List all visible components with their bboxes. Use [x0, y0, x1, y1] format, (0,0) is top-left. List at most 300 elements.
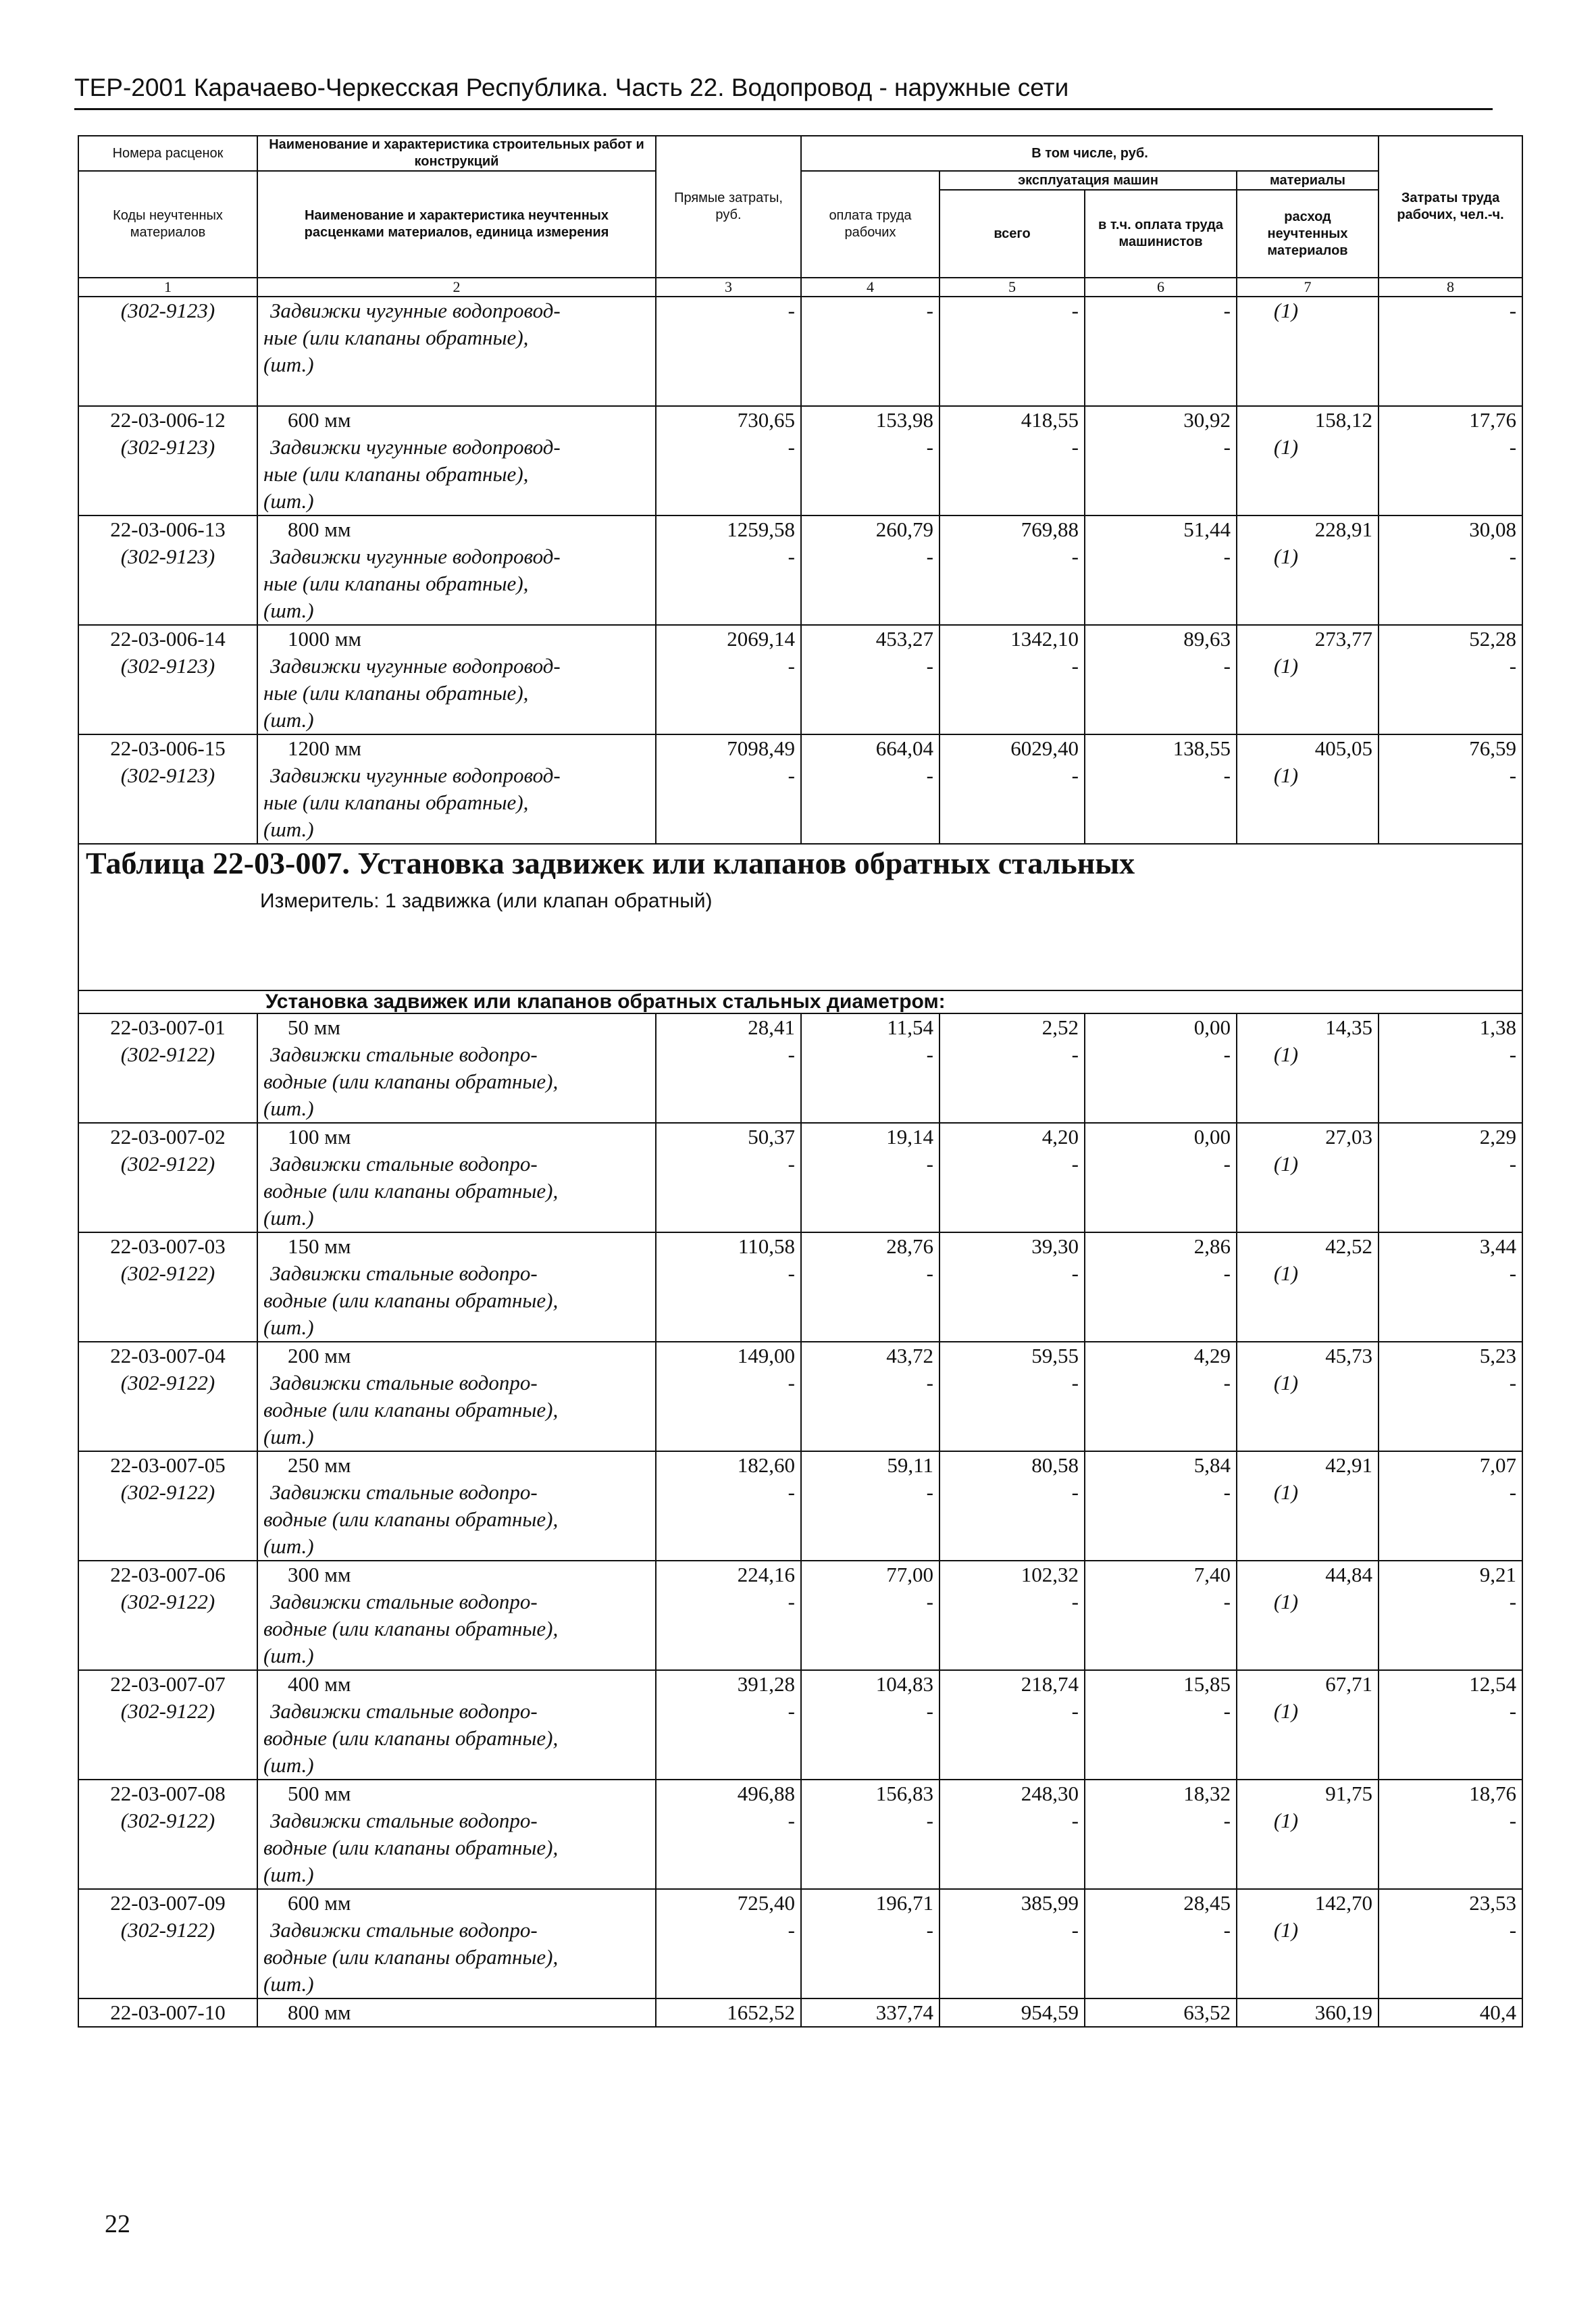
- value-cell-operator-pay: [1085, 1670, 1237, 1780]
- header-operator-pay: в т.ч. оплата труда машинистов: [1085, 190, 1237, 278]
- placeholder-materials: (1): [1273, 435, 1299, 459]
- placeholder-labor-pay: -: [926, 1042, 933, 1066]
- material-name-line: водные (или клапаны обратные),: [263, 1288, 559, 1312]
- value-machines-total: 6029,40: [1010, 736, 1079, 760]
- material-name-line: водные (или клапаны обратные),: [263, 1945, 559, 1969]
- value-labor-pay: 664,04: [875, 736, 933, 760]
- value-labor-pay: 104,83: [875, 1672, 933, 1696]
- material-code: (302-9122): [120, 1261, 215, 1285]
- material-name-line: ные (или клапаны обратные),: [263, 790, 529, 814]
- rate-code: 22-03-006-15: [110, 736, 226, 760]
- value-labor: 3,44: [1479, 1234, 1517, 1258]
- material-name-line: (шт.): [263, 1206, 314, 1230]
- placeholder-operator-pay: -: [1223, 435, 1231, 459]
- work-name-cell: [257, 1013, 656, 1123]
- value-cell-materials: [1237, 625, 1379, 734]
- placeholder-labor: -: [1509, 1042, 1517, 1066]
- value-cell-machines-total: [939, 625, 1085, 734]
- work-name-cell: [257, 297, 656, 406]
- value-cell-operator-pay: [1085, 1232, 1237, 1342]
- material-name-line: Задвижки стальные водопро-: [270, 1480, 538, 1504]
- value-cell-labor: [1379, 1889, 1522, 1998]
- rate-code: 22-03-007-04: [110, 1344, 226, 1367]
- value-cell-labor: [1379, 1451, 1522, 1561]
- placeholder-labor: -: [1509, 1371, 1517, 1394]
- rate-code-cell: [78, 1998, 257, 2027]
- placeholder-labor: -: [1509, 1480, 1517, 1504]
- value-materials: 14,35: [1325, 1015, 1373, 1039]
- value-cell-materials: [1237, 515, 1379, 625]
- value-cell-machines-total: [939, 1670, 1085, 1780]
- placeholder-operator-pay: -: [1223, 1699, 1231, 1723]
- material-code: (302-9123): [120, 545, 215, 568]
- placeholder-direct: -: [788, 1590, 795, 1613]
- value-cell-machines-total: [939, 406, 1085, 515]
- material-name-line: водные (или клапаны обратные),: [263, 1507, 559, 1531]
- value-cell-labor: [1379, 297, 1522, 406]
- value-machines-total: 954,59: [1021, 2001, 1079, 2024]
- value-cell-labor-pay: [801, 1561, 939, 1670]
- value-operator-pay: 28,45: [1183, 1891, 1231, 1915]
- material-code: (302-9122): [120, 1371, 215, 1394]
- value-cell-labor-pay: [801, 1342, 939, 1451]
- value-cell-labor-pay: [801, 1998, 939, 2027]
- placeholder-materials: (1): [1273, 1590, 1299, 1613]
- placeholder-operator-pay: -: [1223, 763, 1231, 787]
- value-cell-machines-total: [939, 1998, 1085, 2027]
- value-cell-labor: [1379, 1561, 1522, 1670]
- value-cell-machines-total: [939, 1342, 1085, 1451]
- table-row: [78, 1670, 1522, 1780]
- placeholder-operator-pay: -: [1223, 1480, 1231, 1504]
- work-name-cell: [257, 1998, 656, 2027]
- material-name-line: Задвижки стальные водопро-: [270, 1152, 538, 1176]
- material-code: (302-9123): [120, 299, 215, 322]
- placeholder-machines-total: -: [1071, 1042, 1079, 1066]
- material-name-line: Задвижки чугунные водопровод-: [270, 299, 561, 322]
- placeholder-labor: -: [1509, 1918, 1517, 1942]
- value-cell-materials: [1237, 1780, 1379, 1889]
- value-cell-labor-pay: [801, 1232, 939, 1342]
- material-name-line: водные (или клапаны обратные),: [263, 1617, 559, 1640]
- placeholder-operator-pay: -: [1223, 1261, 1231, 1285]
- value-cell-machines-total: [939, 297, 1085, 406]
- value-cell-direct: [656, 1232, 801, 1342]
- column-number: 5: [939, 278, 1085, 297]
- value-machines-total: 59,55: [1031, 1344, 1079, 1367]
- material-name-line: Задвижки стальные водопро-: [270, 1590, 538, 1613]
- placeholder-materials: (1): [1273, 1809, 1299, 1832]
- value-cell-direct: [656, 625, 801, 734]
- material-name-line: (шт.): [263, 818, 314, 841]
- work-name-cell: [257, 1889, 656, 1998]
- placeholder-direct: -: [788, 763, 795, 787]
- table-row: [78, 1889, 1522, 1998]
- placeholder-direct: -: [788, 1809, 795, 1832]
- material-name-line: Задвижки стальные водопро-: [270, 1809, 538, 1832]
- work-name-cell: [257, 625, 656, 734]
- rate-code-cell: [78, 734, 257, 844]
- placeholder-labor: -: [1509, 1261, 1517, 1285]
- diameter: 300 мм: [288, 1563, 351, 1586]
- placeholder-materials: (1): [1273, 1918, 1299, 1942]
- value-materials: 42,52: [1325, 1234, 1373, 1258]
- value-operator-pay: 18,32: [1183, 1782, 1231, 1805]
- value-cell-labor: [1379, 1123, 1522, 1232]
- subheader-cell: [78, 990, 1522, 1013]
- value-cell-operator-pay: [1085, 1889, 1237, 1998]
- rate-code-cell: [78, 1889, 257, 1998]
- value-cell-labor: [1379, 1670, 1522, 1780]
- value-cell-labor-pay: [801, 515, 939, 625]
- placeholder-direct: -: [788, 1261, 795, 1285]
- page-header: ТЕР-2001 Карачаево-Черкесская Республика. Часть 22. Водопровод - наружные сети: [74, 74, 1069, 101]
- value-cell-labor: [1379, 515, 1522, 625]
- material-name-line: (шт.): [263, 708, 314, 732]
- material-name-line: Задвижки стальные водопро-: [270, 1042, 538, 1066]
- material-code: (302-9122): [120, 1590, 215, 1613]
- rate-code: 22-03-007-08: [110, 1782, 226, 1805]
- diameter: 600 мм: [288, 408, 351, 432]
- placeholder-materials: (1): [1273, 545, 1299, 568]
- diameter: 100 мм: [288, 1125, 351, 1149]
- value-operator-pay: 0,00: [1193, 1125, 1231, 1149]
- material-name-line: (шт.): [263, 1753, 314, 1777]
- value-materials: 45,73: [1325, 1344, 1373, 1367]
- rate-code: 22-03-007-01: [110, 1015, 226, 1039]
- placeholder-materials: (1): [1273, 1699, 1299, 1723]
- work-name-cell: [257, 406, 656, 515]
- placeholder-materials: (1): [1273, 1152, 1299, 1176]
- value-labor-pay: 19,14: [886, 1125, 933, 1149]
- value-materials: 27,03: [1325, 1125, 1373, 1149]
- work-name-cell: [257, 1451, 656, 1561]
- table-row: [78, 1013, 1522, 1123]
- material-name-line: ные (или клапаны обратные),: [263, 681, 529, 705]
- header-direct-costs: Прямые затраты, руб.: [656, 136, 801, 278]
- value-cell-operator-pay: [1085, 1342, 1237, 1451]
- header-labor-costs: Затраты труда рабочих, чел.-ч.: [1379, 136, 1522, 278]
- value-materials: 42,91: [1325, 1453, 1373, 1477]
- material-name-line: Задвижки стальные водопро-: [270, 1261, 538, 1285]
- value-operator-pay: 2,86: [1193, 1234, 1231, 1258]
- column-number: 8: [1379, 278, 1522, 297]
- placeholder-labor-pay: -: [926, 1699, 933, 1723]
- diameter: 200 мм: [288, 1344, 351, 1367]
- material-name-line: водные (или клапаны обратные),: [263, 1836, 559, 1859]
- value-cell-materials: [1237, 1670, 1379, 1780]
- value-cell-labor-pay: [801, 734, 939, 844]
- rate-code-cell: [78, 1342, 257, 1451]
- value-materials: 273,77: [1314, 627, 1373, 651]
- value-direct: 2069,14: [727, 627, 795, 651]
- column-number: 7: [1237, 278, 1379, 297]
- value-operator-pay: 51,44: [1183, 518, 1231, 541]
- material-name-line: (шт.): [263, 353, 314, 376]
- placeholder-direct: -: [788, 435, 795, 459]
- table-title-row: [78, 844, 1522, 990]
- value-labor: 2,29: [1479, 1125, 1517, 1149]
- header-machines: эксплуатация машин: [939, 171, 1237, 190]
- work-name-cell: [257, 1780, 656, 1889]
- material-name-line: ные (или клапаны обратные),: [263, 572, 529, 595]
- rate-code: 22-03-007-05: [110, 1453, 226, 1477]
- value-operator-pay: 89,63: [1183, 627, 1231, 651]
- placeholder-labor: -: [1509, 1809, 1517, 1832]
- header-material-name: Наименование и характеристика неучтенных расценками материалов, единица измерения: [257, 171, 656, 278]
- header-labor-pay: оплата труда рабочих: [801, 171, 939, 278]
- rate-code-cell: [78, 1123, 257, 1232]
- value-labor-pay: 260,79: [875, 518, 933, 541]
- value-materials: 405,05: [1314, 736, 1373, 760]
- value-cell-operator-pay: [1085, 625, 1237, 734]
- value-cell-machines-total: [939, 1451, 1085, 1561]
- value-materials: 91,75: [1325, 1782, 1373, 1805]
- value-cell-direct: [656, 515, 801, 625]
- rate-code-cell: [78, 1451, 257, 1561]
- placeholder-materials: (1): [1273, 1371, 1299, 1394]
- value-direct: 730,65: [737, 408, 795, 432]
- work-name-cell: [257, 1232, 656, 1342]
- diameter: 800 мм: [288, 518, 351, 541]
- value-cell-materials: [1237, 297, 1379, 406]
- value-direct: 1259,58: [727, 518, 795, 541]
- table-row: [78, 1232, 1522, 1342]
- placeholder-labor: -: [1509, 1152, 1517, 1176]
- material-code: (302-9122): [120, 1809, 215, 1832]
- value-labor: -: [1509, 299, 1517, 322]
- value-labor-pay: 453,27: [875, 627, 933, 651]
- value-cell-labor-pay: [801, 625, 939, 734]
- material-name-line: Задвижки стальные водопро-: [270, 1699, 538, 1723]
- value-cell-direct: [656, 1013, 801, 1123]
- material-name-line: водные (или клапаны обратные),: [263, 1070, 559, 1093]
- placeholder-direct: -: [788, 545, 795, 568]
- value-labor: 76,59: [1469, 736, 1517, 760]
- value-operator-pay: 63,52: [1183, 2001, 1231, 2024]
- material-name-line: водные (или клапаны обратные),: [263, 1179, 559, 1203]
- value-labor-pay: 28,76: [886, 1234, 933, 1258]
- value-cell-direct: [656, 1780, 801, 1889]
- value-cell-operator-pay: [1085, 1780, 1237, 1889]
- value-cell-labor: [1379, 1342, 1522, 1451]
- placeholder-machines-total: -: [1071, 1480, 1079, 1504]
- value-labor-pay: 156,83: [875, 1782, 933, 1805]
- placeholder-labor-pay: -: [926, 1261, 933, 1285]
- table-row: [78, 1780, 1522, 1889]
- placeholder-operator-pay: -: [1223, 545, 1231, 568]
- table-title: Таблица 22-03-007. Установка задвижек или клапанов обратных стальных: [86, 846, 1135, 880]
- placeholder-direct: -: [788, 1042, 795, 1066]
- value-labor: 52,28: [1469, 627, 1517, 651]
- material-name-line: (шт.): [263, 599, 314, 622]
- value-operator-pay: 7,40: [1193, 1563, 1231, 1586]
- placeholder-machines-total: -: [1071, 1809, 1079, 1832]
- placeholder-machines-total: -: [1071, 545, 1079, 568]
- material-code: (302-9123): [120, 654, 215, 678]
- diameter: 1200 мм: [288, 736, 361, 760]
- value-machines-total: 769,88: [1021, 518, 1079, 541]
- value-labor: 5,23: [1479, 1344, 1517, 1367]
- value-materials: 142,70: [1314, 1891, 1373, 1915]
- value-cell-direct: [656, 1123, 801, 1232]
- column-number: 1: [78, 278, 257, 297]
- value-cell-machines-total: [939, 1123, 1085, 1232]
- work-name-cell: [257, 1670, 656, 1780]
- work-name-cell: [257, 1561, 656, 1670]
- diameter: 50 мм: [288, 1015, 340, 1039]
- value-cell-operator-pay: [1085, 1451, 1237, 1561]
- value-direct: 725,40: [737, 1891, 795, 1915]
- value-cell-direct: [656, 1342, 801, 1451]
- rate-code: 22-03-007-07: [110, 1672, 226, 1696]
- value-cell-operator-pay: [1085, 1561, 1237, 1670]
- material-code: (302-9122): [120, 1152, 215, 1176]
- rate-code-cell: [78, 1232, 257, 1342]
- material-name-line: (шт.): [263, 489, 314, 513]
- rate-code-cell: [78, 297, 257, 406]
- material-name-line: (шт.): [263, 1315, 314, 1339]
- table-header: [78, 136, 1522, 278]
- measure-unit: Измеритель: 1 задвижка (или клапан обратный): [260, 890, 713, 912]
- column-number: 4: [801, 278, 939, 297]
- diameter: 1000 мм: [288, 627, 361, 651]
- value-cell-direct: [656, 1670, 801, 1780]
- work-name-cell: [257, 734, 656, 844]
- material-name-line: ные (или клапаны обратные),: [263, 462, 529, 486]
- value-cell-machines-total: [939, 515, 1085, 625]
- rates-table: [78, 135, 1523, 2028]
- subheader-text: Установка задвижек или клапанов обратных стальных диаметром:: [265, 990, 946, 1013]
- placeholder-materials: (1): [1273, 763, 1299, 787]
- table-row: [78, 1451, 1522, 1561]
- header-work-name: Наименование и характеристика строительных работ и конструкций: [257, 136, 656, 171]
- value-machines-total: 102,32: [1021, 1563, 1079, 1586]
- table-row: [78, 1123, 1522, 1232]
- value-materials: 158,12: [1314, 408, 1373, 432]
- value-cell-materials: [1237, 734, 1379, 844]
- table-row: [78, 734, 1522, 844]
- rate-code: 22-03-006-12: [110, 408, 226, 432]
- rate-code: 22-03-007-03: [110, 1234, 226, 1258]
- placeholder-labor-pay: -: [926, 545, 933, 568]
- value-machines-total: 385,99: [1021, 1891, 1079, 1915]
- value-labor-pay: -: [926, 299, 933, 322]
- value-labor-pay: 59,11: [887, 1453, 933, 1477]
- placeholder-direct: -: [788, 654, 795, 678]
- value-cell-direct: [656, 734, 801, 844]
- value-cell-machines-total: [939, 1232, 1085, 1342]
- value-cell-operator-pay: [1085, 1123, 1237, 1232]
- placeholder-labor-pay: -: [926, 1480, 933, 1504]
- value-operator-pay: 15,85: [1183, 1672, 1231, 1696]
- placeholder-labor: -: [1509, 435, 1517, 459]
- placeholder-operator-pay: -: [1223, 1809, 1231, 1832]
- placeholder-direct: -: [788, 1371, 795, 1394]
- material-code: (302-9122): [120, 1480, 215, 1504]
- rate-code: 22-03-007-09: [110, 1891, 226, 1915]
- header-rule: [74, 108, 1493, 110]
- material-name-line: Задвижки чугунные водопровод-: [270, 763, 561, 787]
- value-labor: 30,08: [1469, 518, 1517, 541]
- value-materials: 44,84: [1325, 1563, 1373, 1586]
- value-cell-operator-pay: [1085, 734, 1237, 844]
- value-labor: 7,07: [1479, 1453, 1517, 1477]
- value-cell-direct: [656, 1889, 801, 1998]
- value-machines-total: 1342,10: [1010, 627, 1079, 651]
- material-name-line: Задвижки стальные водопро-: [270, 1918, 538, 1942]
- page-number: 22: [105, 2210, 130, 2238]
- placeholder-labor: -: [1509, 1699, 1517, 1723]
- material-name-line: (шт.): [263, 1425, 314, 1449]
- placeholder-operator-pay: -: [1223, 1152, 1231, 1176]
- value-labor-pay: 43,72: [886, 1344, 933, 1367]
- column-number: 6: [1085, 278, 1237, 297]
- placeholder-labor-pay: -: [926, 654, 933, 678]
- subheader-row: [78, 990, 1522, 1013]
- work-name-cell: [257, 515, 656, 625]
- table-row: [78, 1998, 1522, 2027]
- value-cell-direct: [656, 1998, 801, 2027]
- material-code: (302-9123): [120, 763, 215, 787]
- header-materials-consumption: расход неучтенных материалов: [1237, 190, 1379, 278]
- value-materials: 228,91: [1314, 518, 1373, 541]
- placeholder-labor-pay: -: [926, 763, 933, 787]
- table-row: [78, 297, 1522, 406]
- work-name-cell: [257, 1123, 656, 1232]
- value-labor: 1,38: [1479, 1015, 1517, 1039]
- value-labor: 9,21: [1479, 1563, 1517, 1586]
- value-operator-pay: 4,29: [1193, 1344, 1231, 1367]
- rate-code: 22-03-007-10: [110, 2001, 226, 2024]
- value-operator-pay: -: [1223, 299, 1231, 322]
- header-including: В том числе, руб.: [801, 136, 1379, 171]
- placeholder-operator-pay: -: [1223, 1590, 1231, 1613]
- value-operator-pay: 0,00: [1193, 1015, 1231, 1039]
- material-name-line: Задвижки стальные водопро-: [270, 1371, 538, 1394]
- value-cell-labor: [1379, 1232, 1522, 1342]
- value-machines-total: 4,20: [1041, 1125, 1079, 1149]
- table-row: [78, 1342, 1522, 1451]
- placeholder-machines-total: -: [1071, 1371, 1079, 1394]
- value-materials: (1): [1273, 299, 1299, 322]
- value-labor-pay: 196,71: [875, 1891, 933, 1915]
- value-machines-total: 80,58: [1031, 1453, 1079, 1477]
- diameter: 800 мм: [288, 2001, 351, 2024]
- value-direct: 496,88: [737, 1782, 795, 1805]
- value-labor: 40,4: [1479, 2001, 1517, 2024]
- value-cell-machines-total: [939, 1889, 1085, 1998]
- rate-code-cell: [78, 515, 257, 625]
- material-name-line: (шт.): [263, 1097, 314, 1120]
- material-name-line: ные (или клапаны обратные),: [263, 326, 529, 349]
- value-cell-materials: [1237, 1232, 1379, 1342]
- header-material-codes: Коды неучтенных материалов: [78, 171, 257, 278]
- work-name-cell: [257, 1342, 656, 1451]
- placeholder-machines-total: -: [1071, 1152, 1079, 1176]
- rate-code: 22-03-006-14: [110, 627, 226, 651]
- value-machines-total: -: [1071, 299, 1079, 322]
- rate-code-cell: [78, 1561, 257, 1670]
- value-cell-materials: [1237, 1998, 1379, 2027]
- placeholder-materials: (1): [1273, 654, 1299, 678]
- value-direct: 224,16: [737, 1563, 795, 1586]
- value-cell-labor: [1379, 1998, 1522, 2027]
- value-cell-operator-pay: [1085, 406, 1237, 515]
- placeholder-materials: (1): [1273, 1480, 1299, 1504]
- placeholder-direct: -: [788, 1699, 795, 1723]
- value-cell-labor-pay: [801, 1451, 939, 1561]
